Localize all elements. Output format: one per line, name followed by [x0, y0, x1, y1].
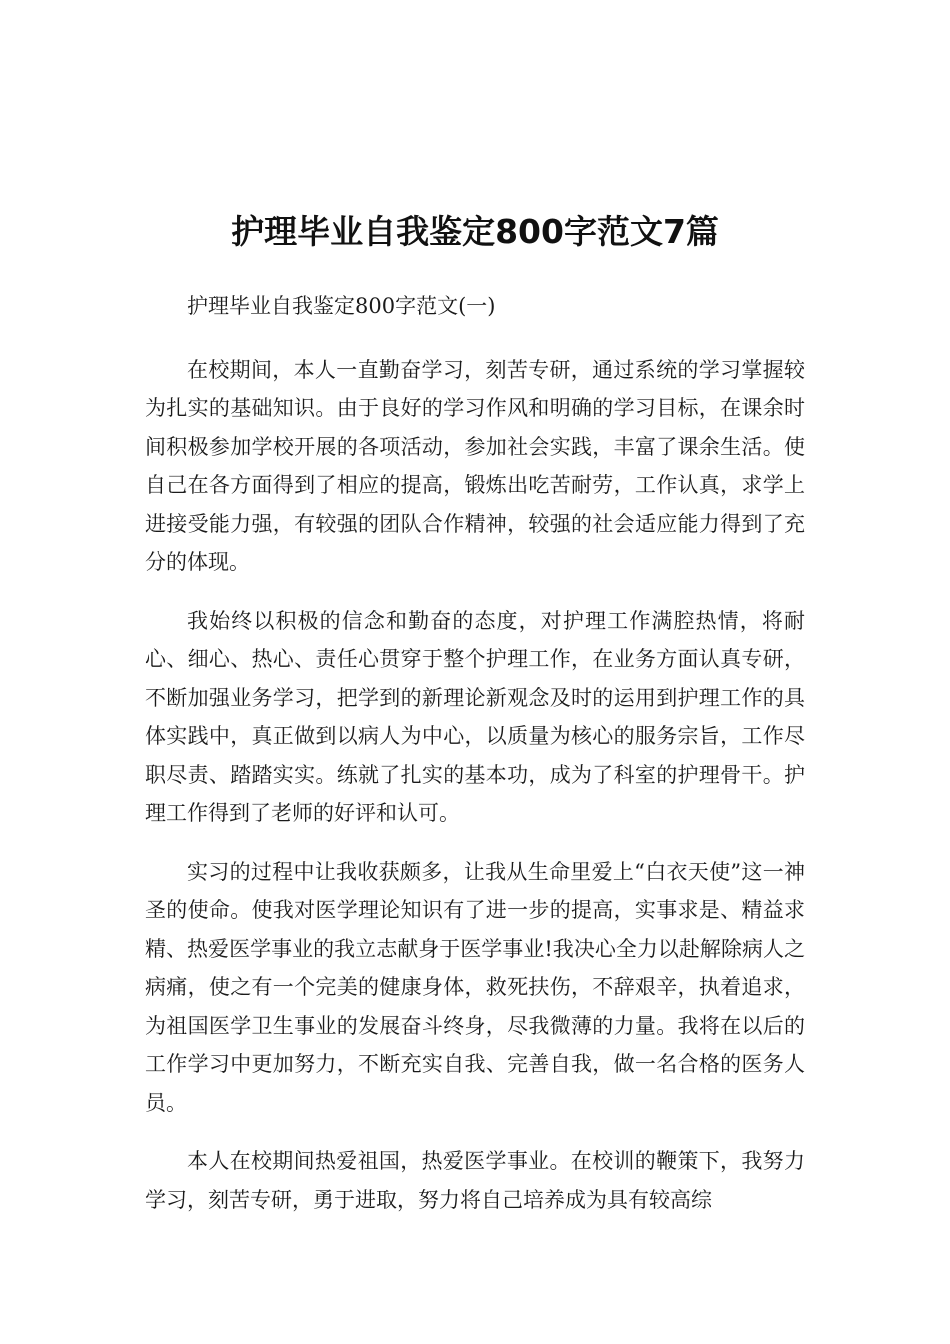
document-body — [145, 287, 805, 1239]
paragraph-1: 在校期间，本人一直勤奋学习，刻苦专研，通过系统的学习掌握较为扎实的基础知识。由于良好的学习作风和明确的学习目标，在课余时间积极参加学校开展的各项活动，参加社会实践，丰富了课余生活。使自己在各方面得到了相应的提高，锻炼出吃苦耐劳，工作认真，求学上进接受能力强，有较强的团队合作精神，较强的社会适应能力得到了充分的体现。 — [145, 357, 805, 574]
paragraph-2: 我始终以积极的信念和勤奋的态度，对护理工作满腔热情，将耐心、细心、热心、责任心贯穿于整个护理工作，在业务方面认真专研，不断加强业务学习，把学到的新理论新观念及时的运用到护理工作的具体实践中，真正做到以病人为中心，以质量为核心的服务宗旨，工作尽职尽责、踏踏实实。练就了扎实的基本功，成为了科室的护理骨干。护理工作得到了老师的好评和认可。 — [145, 608, 805, 825]
paragraph-4: 本人在校期间热爱祖国，热爱医学事业。在校训的鞭策下，我努力学习，刻苦专研，勇于进取，努力将自己培养成为具有较高综 — [145, 1149, 805, 1212]
section-heading: 护理毕业自我鉴定800字范文(一) — [187, 294, 496, 318]
document-title: 护理毕业自我鉴定800字范文7篇 — [231, 212, 719, 251]
paragraph-3: 实习的过程中让我收获颇多，让我从生命里爱上“白衣天使”这一神圣的使命。使我对医学理论知识有了进一步的提高，实事求是、精益求精、热爱医学事业的我立志献身于医学事业!我决心全力以赴解除病人之病痛，使之有一个完美的健康身体，救死扶伤，不辞艰辛，执着追求，为祖国医学卫生事业的发展奋斗终身，尽我微薄的力量。我将在以后的工作学习中更加努力，不断充实自我、完善自我，做一名合格的医务人员。 — [145, 859, 805, 1115]
